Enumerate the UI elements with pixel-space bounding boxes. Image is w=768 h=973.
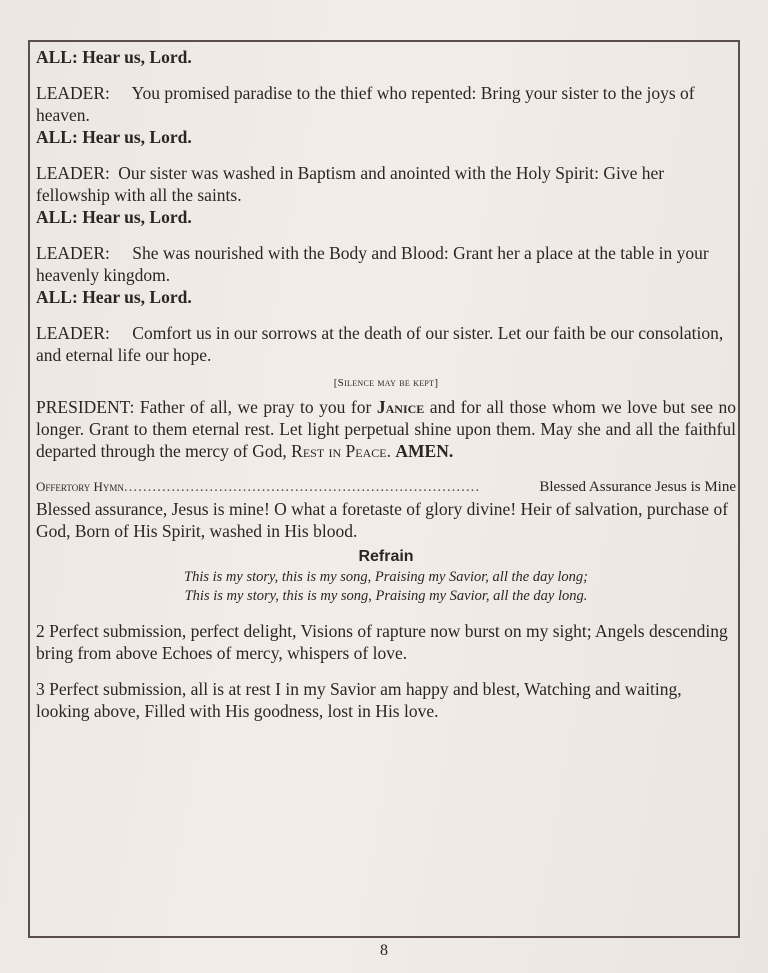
response-block-1 — [36, 46, 736, 68]
leader-line — [36, 162, 736, 206]
refrain-line-1: This is my story, this is my song, Praising my Savior, all the day long; — [184, 569, 588, 585]
president-text-1: Father of all, we pray to you for — [139, 397, 372, 417]
response-block-4 — [36, 242, 736, 308]
leader-text: She was nourished with the Body and Blood: Grant her a place at the table in your heavenly kingdom. — [36, 243, 709, 285]
hymn-title: Blessed Assurance Jesus is Mine — [539, 479, 736, 495]
content — [36, 46, 736, 736]
page-number: 8 — [380, 942, 388, 959]
president-text-2: and for all those whom we love but see no longer. Grant to them eternal rest. Let light perpetual shine upon them. May she and all the faithful departed through the mercy of God, — [36, 397, 737, 461]
all-label: ALL: — [36, 47, 78, 67]
all-line — [36, 46, 736, 68]
leader-text: You promised paradise to the thief who repented: Bring your sister to the joys of heaven. — [36, 83, 695, 125]
refrain-line-2: This is my story, this is my song, Praising my Savior, all the day long. — [184, 588, 588, 604]
all-label: ALL: — [36, 207, 78, 227]
leader-text: Comfort us in our sorrows at the death of our sister. Let our faith be our consolation, and eternal life our hope. — [36, 323, 724, 365]
all-line — [36, 126, 736, 148]
leader-line — [36, 322, 736, 366]
leader-label: LEADER: — [36, 83, 110, 103]
silence-note: [Silence may be kept] — [333, 377, 439, 389]
leader-line — [36, 242, 736, 286]
leader-text: Our sister was washed in Baptism and anointed with the Holy Spirit: Give her fellowship with all the saints. — [36, 163, 665, 205]
deceased-name: Janice — [376, 397, 425, 417]
all-text: Hear us, Lord. — [82, 207, 192, 227]
leader-label: LEADER: — [36, 163, 110, 183]
rest-in-peace: Rest in Peace. — [291, 441, 391, 461]
president-prayer — [36, 396, 736, 462]
all-line — [36, 206, 736, 228]
response-block-2 — [36, 82, 736, 148]
all-text: Hear us, Lord. — [82, 287, 192, 307]
hymn-verse-1: Blessed assurance, Jesus is mine! O what a foretaste of glory divine! Heir of salvation, purchase of God, Born of His Spirit, washed in His blood. — [36, 499, 729, 541]
leader-line — [36, 82, 736, 126]
response-block-3 — [36, 162, 736, 228]
refrain-title: Refrain — [358, 548, 414, 565]
hymn-heading — [36, 476, 736, 498]
president-label: PRESIDENT: — [36, 397, 135, 417]
all-line — [36, 286, 736, 308]
hymn-verse-3: 3 Perfect submission, all is at rest I in my Savior am happy and blest, Watching and waiting, looking above, Filled with His goodness, lost in His love. — [36, 679, 682, 721]
leader-label: LEADER: — [36, 323, 110, 343]
response-block-5 — [36, 322, 736, 366]
hymn-verse-2: 2 Perfect submission, perfect delight, Visions of rapture now burst on my sight; Angels descending bring from above Echoes of mercy, whispers of love. — [36, 621, 728, 663]
amen: AMEN. — [395, 441, 454, 461]
all-label: ALL: — [36, 127, 78, 147]
all-text: Hear us, Lord. — [82, 127, 192, 147]
all-label: ALL: — [36, 287, 78, 307]
all-text: Hear us, Lord. — [82, 47, 192, 67]
leader-label: LEADER: — [36, 243, 110, 263]
hymn-dots: ........................................................................... — [123, 479, 481, 495]
hymn-label: Offertory Hymn — [36, 479, 124, 494]
